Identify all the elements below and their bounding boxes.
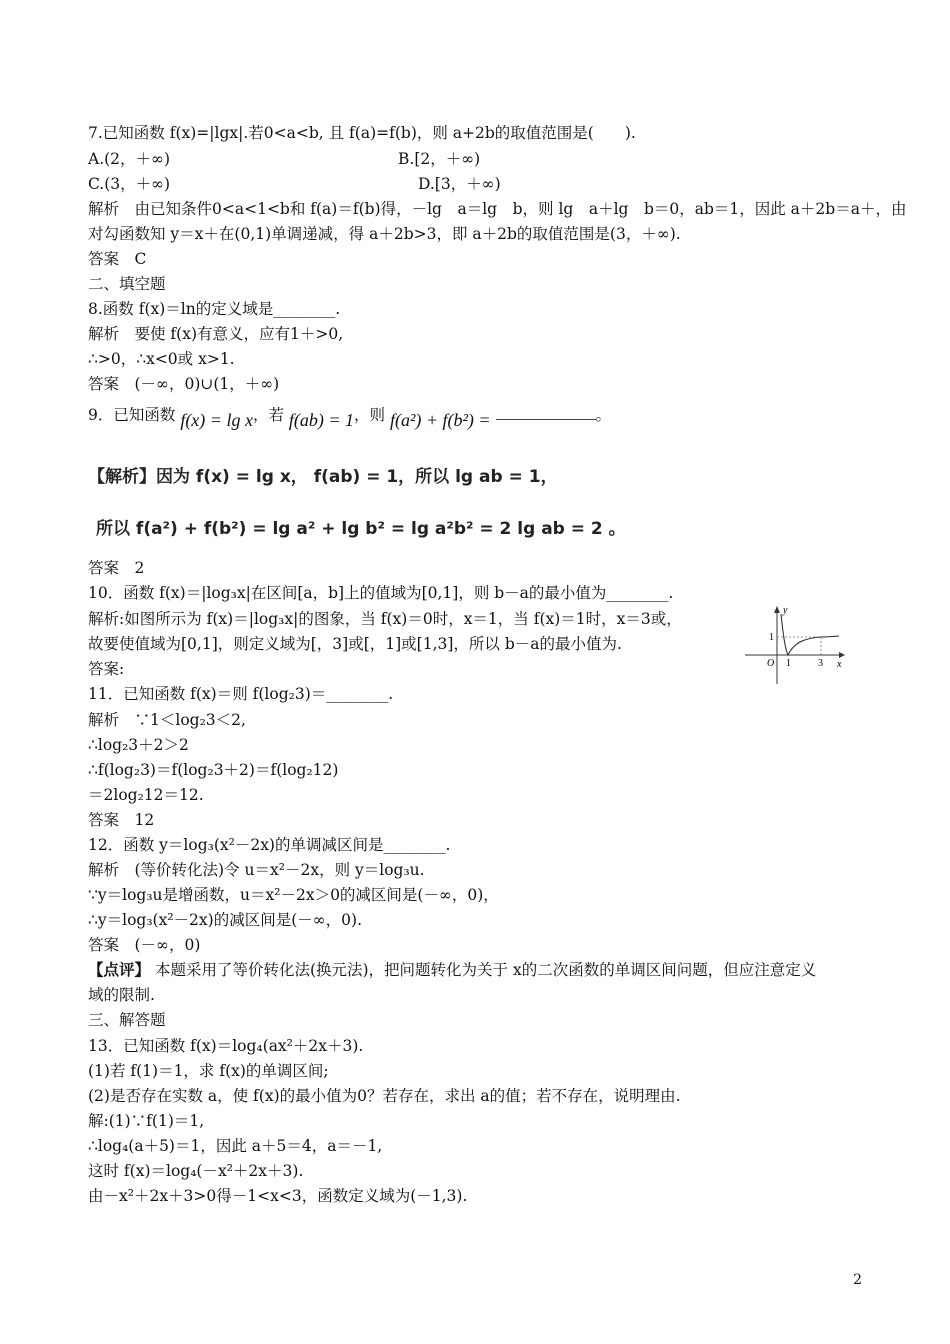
text-line-q10-sol1: 解析:如图所示为 f(x)＝|log₃x|的图象，当 f(x)＝0时，x＝1，当 f(x)＝1时，x＝3或， bbox=[88, 610, 682, 628]
log-graph bbox=[745, 604, 845, 686]
q9-end: 。 bbox=[595, 406, 612, 424]
y-tick-1: 1 bbox=[769, 632, 774, 643]
comment-tag: 【点评】 bbox=[88, 960, 151, 979]
text-line-q8: 8.函数 f(x)＝ln的定义域是________. bbox=[88, 300, 341, 318]
text-line-q13-sol4: 由－x²＋2x＋3>0得－1<x<3，函数定义域为(－1,3). bbox=[88, 1187, 468, 1205]
text-line-q13-2: (2)是否存在实数 a，使 f(x)的最小值为0？若存在，求出 a的值；若不存在，说明理由. bbox=[88, 1087, 681, 1105]
text-line-q10: 10．函数 f(x)＝|log₃x|在区间[a，b]上的值域为[0,1]，则 b－a的最小值为________. bbox=[88, 584, 674, 602]
text-line-q10-ans: 答案: bbox=[88, 660, 125, 678]
text-line-q12-sol1: 解析 (等价转化法)令 u＝x²－2x，则 y＝log₃u. bbox=[88, 861, 425, 879]
text-line-q13-sol2: ∴log₄(a＋5)＝1，因此 a＋5＝4，a＝－1, bbox=[88, 1137, 383, 1155]
y-axis-arrow bbox=[774, 606, 780, 613]
x-axis-arrow bbox=[839, 652, 845, 658]
q9-solution-line-1: 【解析】因为 f(x) = lg x， f(ab) = 1，所以 lg ab = 1， bbox=[88, 467, 558, 487]
text-line-q7-b: B.[2，＋∞) bbox=[398, 150, 481, 168]
text-line-q11-sol4: ＝2log₂12＝12. bbox=[88, 786, 204, 804]
q9-blank bbox=[496, 419, 596, 420]
text-line-q12-sol2: ∵y＝log₃u是增函数，u＝x²－2x＞0的减区间是(－∞，0)， bbox=[88, 886, 499, 904]
question-9 bbox=[88, 404, 612, 430]
text-line-q12-note2: 域的限制. bbox=[88, 986, 155, 1004]
q9-fx: f(x) = lg x bbox=[180, 410, 253, 430]
text-line-q11-sol3: ∴f(log₂3)＝f(log₂3＋2)＝f(log₂12) bbox=[88, 761, 339, 779]
q9-prefix: 9．已知函数 bbox=[88, 406, 176, 424]
text-line-sec2: 二、填空题 bbox=[88, 275, 166, 293]
text-line-q12-ans: 答案 (－∞，0) bbox=[88, 936, 201, 954]
text-line-q7-ans: 答案 C bbox=[88, 250, 147, 268]
text-line-q11-ans: 答案 12 bbox=[88, 811, 155, 829]
q9-solution-line-2: 所以 f(a²) + f(b²) = lg a² + lg b² = lg a²b² = 2 lg ab = 2 。 bbox=[96, 519, 626, 539]
text-line-q7: 7.已知函数 f(x)=|lgx|.若0<a<b, 且 f(a)=f(b)，则 a+2b的取值范围是( ). bbox=[88, 124, 636, 142]
text-line-q7-sol2: 对勾函数知 y＝x＋在(0,1)单调递减，得 a＋2b>3，即 a＋2b的取值范围是(3，＋∞). bbox=[88, 225, 681, 243]
text-line-sec3: 三、解答题 bbox=[88, 1011, 166, 1029]
text-line-q7-d: D.[3，＋∞) bbox=[418, 175, 501, 193]
text-line-q9-ans: 答案 2 bbox=[88, 559, 145, 577]
text-line-q12-sol3: ∴y＝log₃(x²－2x)的减区间是(－∞，0). bbox=[88, 911, 362, 929]
comment-text: 本题采用了等价转化法(换元法)，把问题转化为关于 x的二次函数的单调区间问题，但应注意定义 bbox=[150, 961, 817, 979]
origin-label: O bbox=[767, 658, 775, 669]
q9-then: ，则 bbox=[354, 406, 386, 424]
text-line-q11-sol1: 解析 ∵1＜log₂3＜2, bbox=[88, 711, 246, 729]
x-tick-3: 3 bbox=[818, 658, 823, 669]
x-tick-1: 1 bbox=[786, 658, 791, 669]
page-number: 2 bbox=[853, 1272, 862, 1288]
x-label: x bbox=[837, 659, 842, 670]
text-line-q11: 11．已知函数 f(x)＝则 f(log₂3)＝________. bbox=[88, 685, 394, 703]
q9-expr: f(a²) + f(b²) = bbox=[389, 410, 491, 430]
text-line-q8-sol: 解析 要使 f(x)有意义，应有1＋>0, bbox=[88, 325, 344, 343]
text-line-q10-sol2: 故要使值域为[0,1]，则定义域为[，3]或[，1]或[1,3]，所以 b－a的最小值为. bbox=[88, 635, 622, 653]
q9-comma: ，若 bbox=[252, 406, 284, 424]
text-line-q7-a: A.(2，＋∞) bbox=[88, 150, 170, 168]
abs-log-curve bbox=[781, 614, 839, 655]
text-line-q7-sol1: 解析 由已知条件0<a<1<b和 f(a)＝f(b)得，－lg a＝lg b，则 lg a＋lg b＝0，ab＝1，因此 a＋2b＝a＋，由 bbox=[88, 200, 907, 218]
y-label: y bbox=[783, 605, 788, 616]
text-line-q13-sol1: 解:(1)∵f(1)＝1, bbox=[88, 1112, 205, 1130]
text-line-q8-ans: 答案 (－∞，0)∪(1，＋∞) bbox=[88, 375, 280, 393]
text-line-q13-sol3: 这时 f(x)＝log₄(－x²＋2x＋3). bbox=[88, 1162, 304, 1180]
text-line-q7-c: C.(3，＋∞) bbox=[88, 175, 171, 193]
text-line-q12: 12．函数 y＝log₃(x²－2x)的单调减区间是________. bbox=[88, 836, 451, 854]
text-line-q12-note1 bbox=[88, 960, 816, 980]
q9-fab: f(ab) = 1 bbox=[288, 410, 355, 430]
text-line-q8-sol2: ∴>0，∴x<0或 x>1. bbox=[88, 350, 235, 368]
text-line-q11-sol2: ∴log₂3＋2＞2 bbox=[88, 736, 189, 754]
text-line-q13: 13．已知函数 f(x)＝log₄(ax²＋2x＋3). bbox=[88, 1037, 364, 1055]
text-line-q13-1: (1)若 f(1)＝1，求 f(x)的单调区间; bbox=[88, 1062, 329, 1080]
